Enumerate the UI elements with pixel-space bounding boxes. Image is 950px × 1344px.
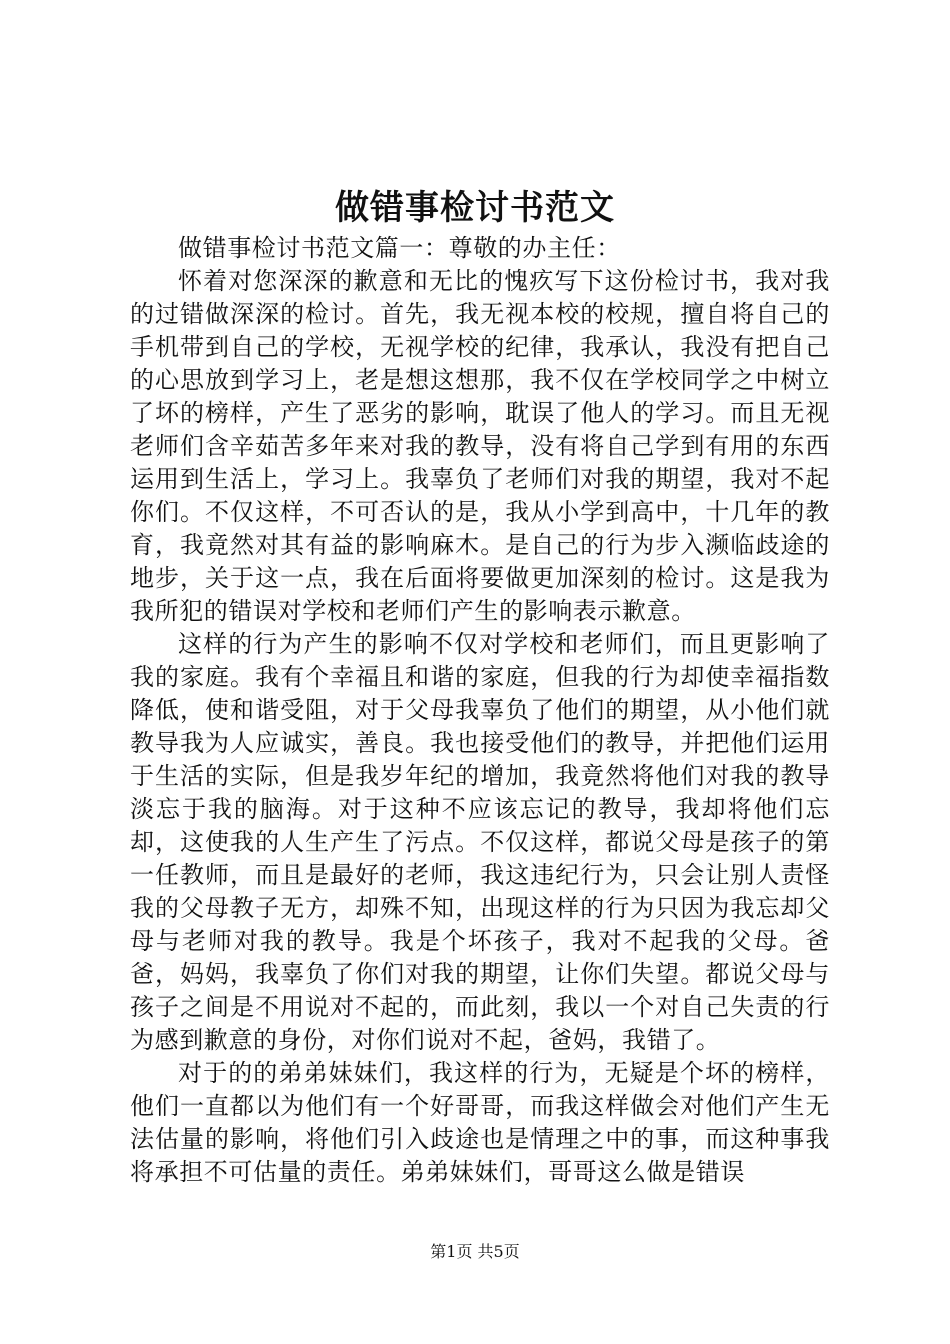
- paragraph-3: 对于的的弟弟妹妹们，我这样的行为，无疑是个坏的榜样，他们一直都以为他们有一个好哥哥，而我这样做会对他们产生无法估量的影响，将他们引入歧途也是情理之中的事，而这种事我将承担不可估量的责任。弟弟妹妹们，哥哥这么做是错误: [130, 1059, 830, 1186]
- document-body: [130, 232, 830, 1189]
- paragraph-1: 怀着对您深深的歉意和无比的愧疚写下这份检讨书，我对我的过错做深深的检讨。首先，我无视本校的校规，擅自将自己的手机带到自己的学校，无视学校的纪律，我承认，我没有把自己的心思放到学习上，老是想这想那，我不仅在学校同学之中树立了坏的榜样，产生了恶劣的影响，耽误了他人的学习。而且无视老师们含辛茹苦多年来对我的教导，没有将自己学到有用的东西运用到生活上，学习上。我辜负了老师们对我的期望，我对不起你们。不仅这样，不可否认的是，我从小学到高中，十几年的教育，我竟然对其有益的影响麻木。是自己的行为步入濒临歧途的地步，关于这一点，我在后面将要做更加深刻的检讨。这是我为我所犯的错误对学校和老师们产生的影响表示歉意。: [130, 267, 830, 625]
- paragraph-salutation: 做错事检讨书范文篇一：尊敬的办主任：: [178, 234, 621, 262]
- document-title: 做错事检讨书范文: [335, 188, 615, 228]
- paragraph-2: 这样的行为产生的影响不仅对学校和老师们，而且更影响了我的家庭。我有个幸福且和谐的家庭，但我的行为却使幸福指数降低，使和谐受阻，对于父母我辜负了他们的期望，从小他们就教导我为人应诚实，善良。我也接受他们的教导，并把他们运用于生活的实际，但是我岁年纪的增加，我竟然将他们对我的教导淡忘于我的脑海。对于这种不应该忘记的教导，我却将他们忘却，这使我的人生产生了污点。不仅这样，都说父母是孩子的第一任教师，而且是最好的老师，我这违纪行为，只会让别人责怪我的父母教子无方，却殊不知，出现这样的行为只因为我忘却父母与老师对我的教导。我是个坏孩子，我对不起我的父母。爸爸，妈妈，我辜负了你们对我的期望，让你们失望。都说父母与孩子之间是不用说对不起的，而此刻，我以一个对自己失责的行为感到歉意的身份，对你们说对不起，爸妈，我错了。: [130, 630, 830, 1054]
- page-footer: 第1页 共5页: [430, 1242, 520, 1261]
